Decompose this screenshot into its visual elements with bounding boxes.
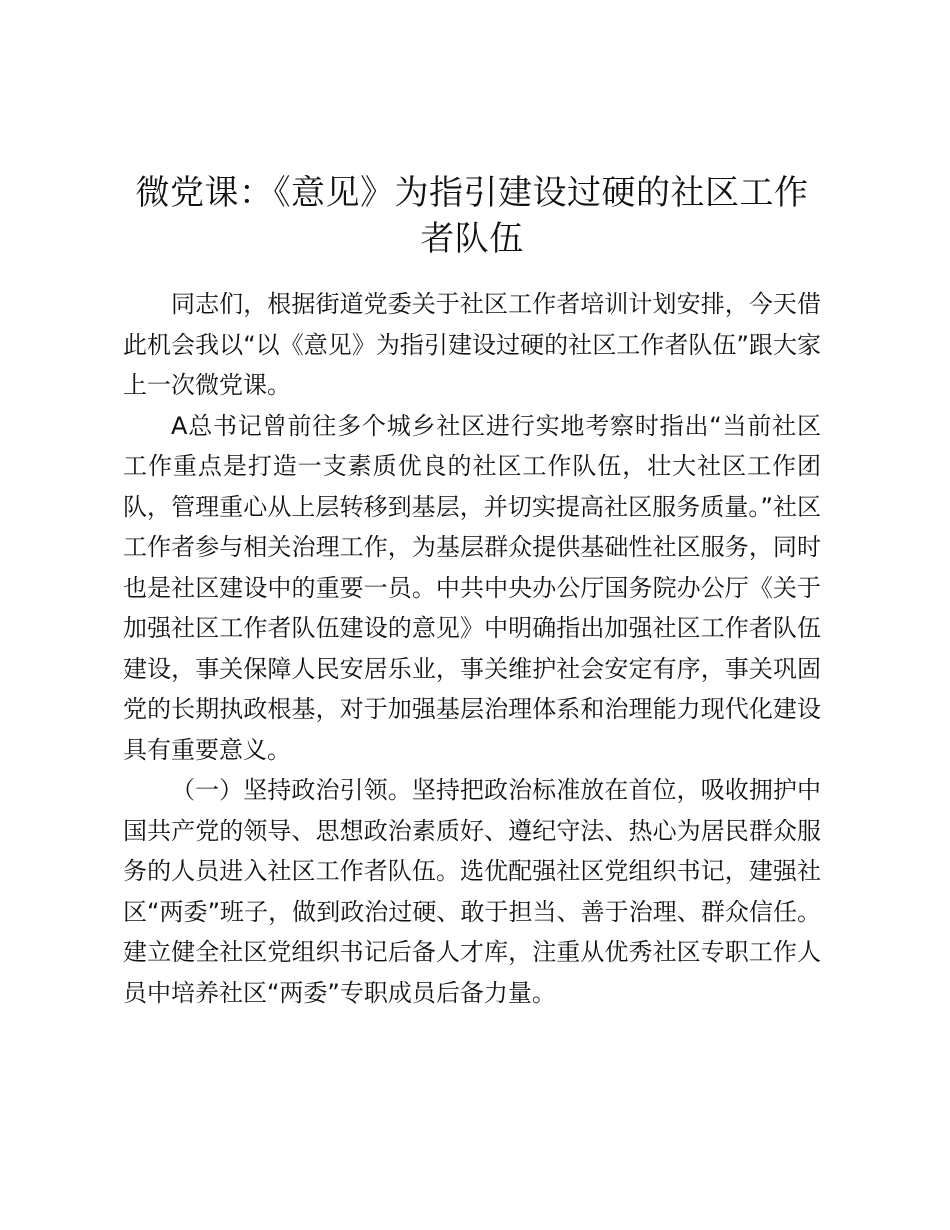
document-title: 微党课：《意见》为指引建设过硬的社区工作者队伍	[135, 173, 809, 259]
document-body	[123, 284, 821, 1013]
paragraph-intro: 同志们，根据街道党委关于社区工作者培训计划安排，今天借此机会我以“以《意见》为指引建设过硬的社区工作者队伍”跟大家上一次微党课。	[123, 290, 821, 399]
paragraph-background: A总书记曾前往多个城乡社区进行实地考察时指出“当前社区工作重点是打造一支素质优良的社区工作队伍，壮大社区工作团队，管理重心从上层转移到基层，并切实提高社区服务质量。”社区工作者参与相关治理工作，为基层群众提供基础性社区服务，同时也是社区建设中的重要一员。中共中央办公厅国务院办公厅《关于加强社区工作者队伍建设的意见》中明确指出加强社区工作者队伍建设，事关保障人民安居乐业，事关维护社会安定有序，事关巩固党的长期执政根基，对于加强基层治理体系和治理能力现代化建设具有重要意义。	[123, 411, 821, 764]
paragraph-political-leadership: （一）坚持政治引领。坚持把政治标准放在首位，吸收拥护中国共产党的领导、思想政治素质好、遵纪守法、热心为居民群众服务的人员进入社区工作者队伍。选优配强社区党组织书记，建强社区“两委”班子，做到政治过硬、敢于担当、善于治理、群众信任。建立健全社区党组织书记后备人才库，注重从优秀社区专职工作人员中培养社区“两委”专职成员后备力量。	[123, 776, 821, 1007]
document-page	[123, 170, 821, 1013]
